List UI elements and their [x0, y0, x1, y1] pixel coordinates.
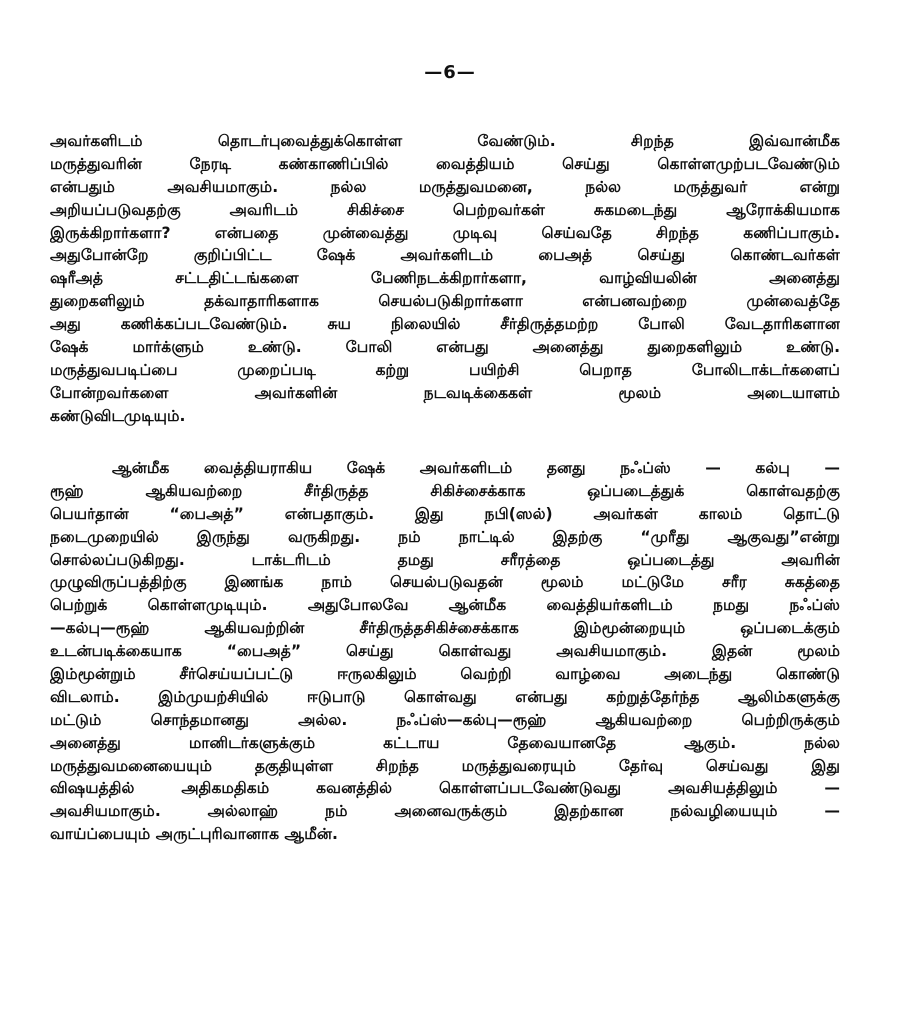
paragraph-line: ஷரீஅத் சட்டதிட்டங்களை பேணிநடக்கிறார்களா, வாழ்வியலின் அனைத்து — [50, 269, 840, 288]
paragraph-line: அதுபோன்றே குறிப்பிட்ட ஷேக் அவர்களிடம் பைஅத் செய்து கொண்டவர்கள் — [50, 246, 840, 265]
paragraph-line: அவசியமாகும். அல்லாஹ் நம் அனைவருக்கும் இதற்கான நல்வழியையும் — — [50, 802, 840, 821]
paragraph-line: ஆன்மீக வைத்தியராகிய ஷேக் அவர்களிடம் தனது நஃப்ஸ் — கல்பு — — [112, 459, 840, 477]
paragraph-line: சொல்லப்படுகிறது. டாக்டரிடம் தமது சரீரத்தை ஒப்படைத்து அவரின் — [50, 550, 840, 569]
paragraph-line: என்பதும் அவசியமாகும். நல்ல மருத்துவமனை, நல்ல மருத்துவர் என்று — [50, 177, 840, 196]
paragraph-line: மட்டும் சொந்தமானது அல்ல. நஃப்ஸ்—கல்பு—ரூஹ் ஆகியவற்றை பெற்றிருக்கும் — [50, 710, 840, 729]
paragraph-line: போன்றவர்களை அவர்களின் நடவடிக்கைகள் மூலம் அடையாளம் — [50, 383, 840, 402]
paragraph-line: அது கணிக்கப்படவேண்டும். சுய நிலையில் சீர்திருத்தமற்ற போலி வேடதாரிகளான — [50, 315, 840, 334]
paragraph-line: துறைகளிலும் தக்வாதாரிகளாக செயல்படுகிறார்களா என்பனவற்றை முன்வைத்தே — [50, 292, 840, 311]
paragraph-line: வாய்ப்பையும் அருட்புரிவானாக ஆமீன். — [50, 825, 338, 844]
paragraph-line: இருக்கிறார்களா? என்பதை முன்வைத்து முடிவு செய்வதே சிறந்த கணிப்பாகும். — [50, 223, 840, 242]
paragraph-2 — [50, 457, 840, 846]
paragraph-line: முழுவிருப்பத்திற்கு இணங்க நாம் செயல்படுவதன் மூலம் மட்டுமே சரீர சுகத்தை — [50, 573, 840, 592]
paragraph-line: ஷேக் மார்க்ளும் உண்டு. போலி என்பது அனைத்து துறைகளிலும் உண்டு. — [50, 338, 840, 357]
page-number: —6— — [424, 62, 476, 83]
paragraph-line: பெற்றுக் கொள்ளமுடியும். அதுபோலவே ஆன்மீக வைத்தியர்களிடம் நமது நஃப்ஸ் — [50, 596, 840, 615]
paragraph-line: விஷயத்தில் அதிகமதிகம் கவனத்தில் கொள்ளப்படவேண்டுவது அவசியத்திலும் — — [50, 779, 840, 798]
paragraph-line: அறியப்படுவதற்கு அவரிடம் சிகிச்சை பெற்றவர்கள் சுகமடைந்து ஆரோக்கியமாக — [50, 200, 840, 219]
paragraph-line: உடன்படிக்கையாக “பைஅத்” செய்து கொள்வது அவசியமாகும். இதன் மூலம் — [50, 642, 840, 661]
paragraph-1 — [50, 130, 840, 428]
paragraph-line: இம்மூன்றும் சீர்செய்யப்பட்டு ஈருலகிலும் வெற்றி வாழ்வை அடைந்து கொண்டு — [50, 665, 840, 684]
paragraph-line: நடைமுறையில் இருந்து வருகிறது. நம் நாட்டில் இதற்கு “முரீது ஆகுவது”என்று — [50, 527, 840, 546]
paragraph-line: மருத்துவபடிப்பை முறைப்படி கற்று பயிற்சி பெறாத போலிடாக்டர்களைப் — [50, 360, 840, 379]
paragraph-line: மருத்துவரின் நேரடி கண்காணிப்பில் வைத்தியம் செய்து கொள்ளமுற்படவேண்டும் — [50, 154, 840, 173]
paragraph-line: அவர்களிடம் தொடர்புவைத்துக்கொள்ள வேண்டும். சிறந்த இவ்வான்மீக — [50, 132, 840, 150]
paragraph-line: பெயர்தான் “பைஅத்” என்பதாகும். இது நபி(ஸல்) அவர்கள் காலம் தொட்டு — [50, 504, 840, 523]
paragraph-line: ரூஹ் ஆகியவற்றை சீர்திருத்த சிகிச்சைக்காக ஒப்படைத்துக் கொள்வதற்கு — [50, 481, 840, 500]
paragraph-line: அனைத்து மானிடர்களுக்கும் கட்டாய தேவையானதே ஆகும். நல்ல — [50, 733, 840, 752]
paragraph-line: விடலாம். இம்முயற்சியில் ஈடுபாடு கொள்வது என்பது கற்றுத்தேர்ந்த ஆலிம்களுக்கு — [50, 687, 840, 706]
paragraph-line: மருத்துவமனையையும் தகுதியுள்ள சிறந்த மருத்துவரையும் தேர்வு செய்வது இது — [50, 756, 840, 775]
paragraph-line: கண்டுவிடமுடியும். — [50, 406, 186, 425]
paragraph-line: —கல்பு—ரூஹ் ஆகியவற்றின் சீர்திருத்தசிகிச்சைக்காக இம்மூன்றையும் ஒப்படைக்கும் — [50, 619, 840, 638]
